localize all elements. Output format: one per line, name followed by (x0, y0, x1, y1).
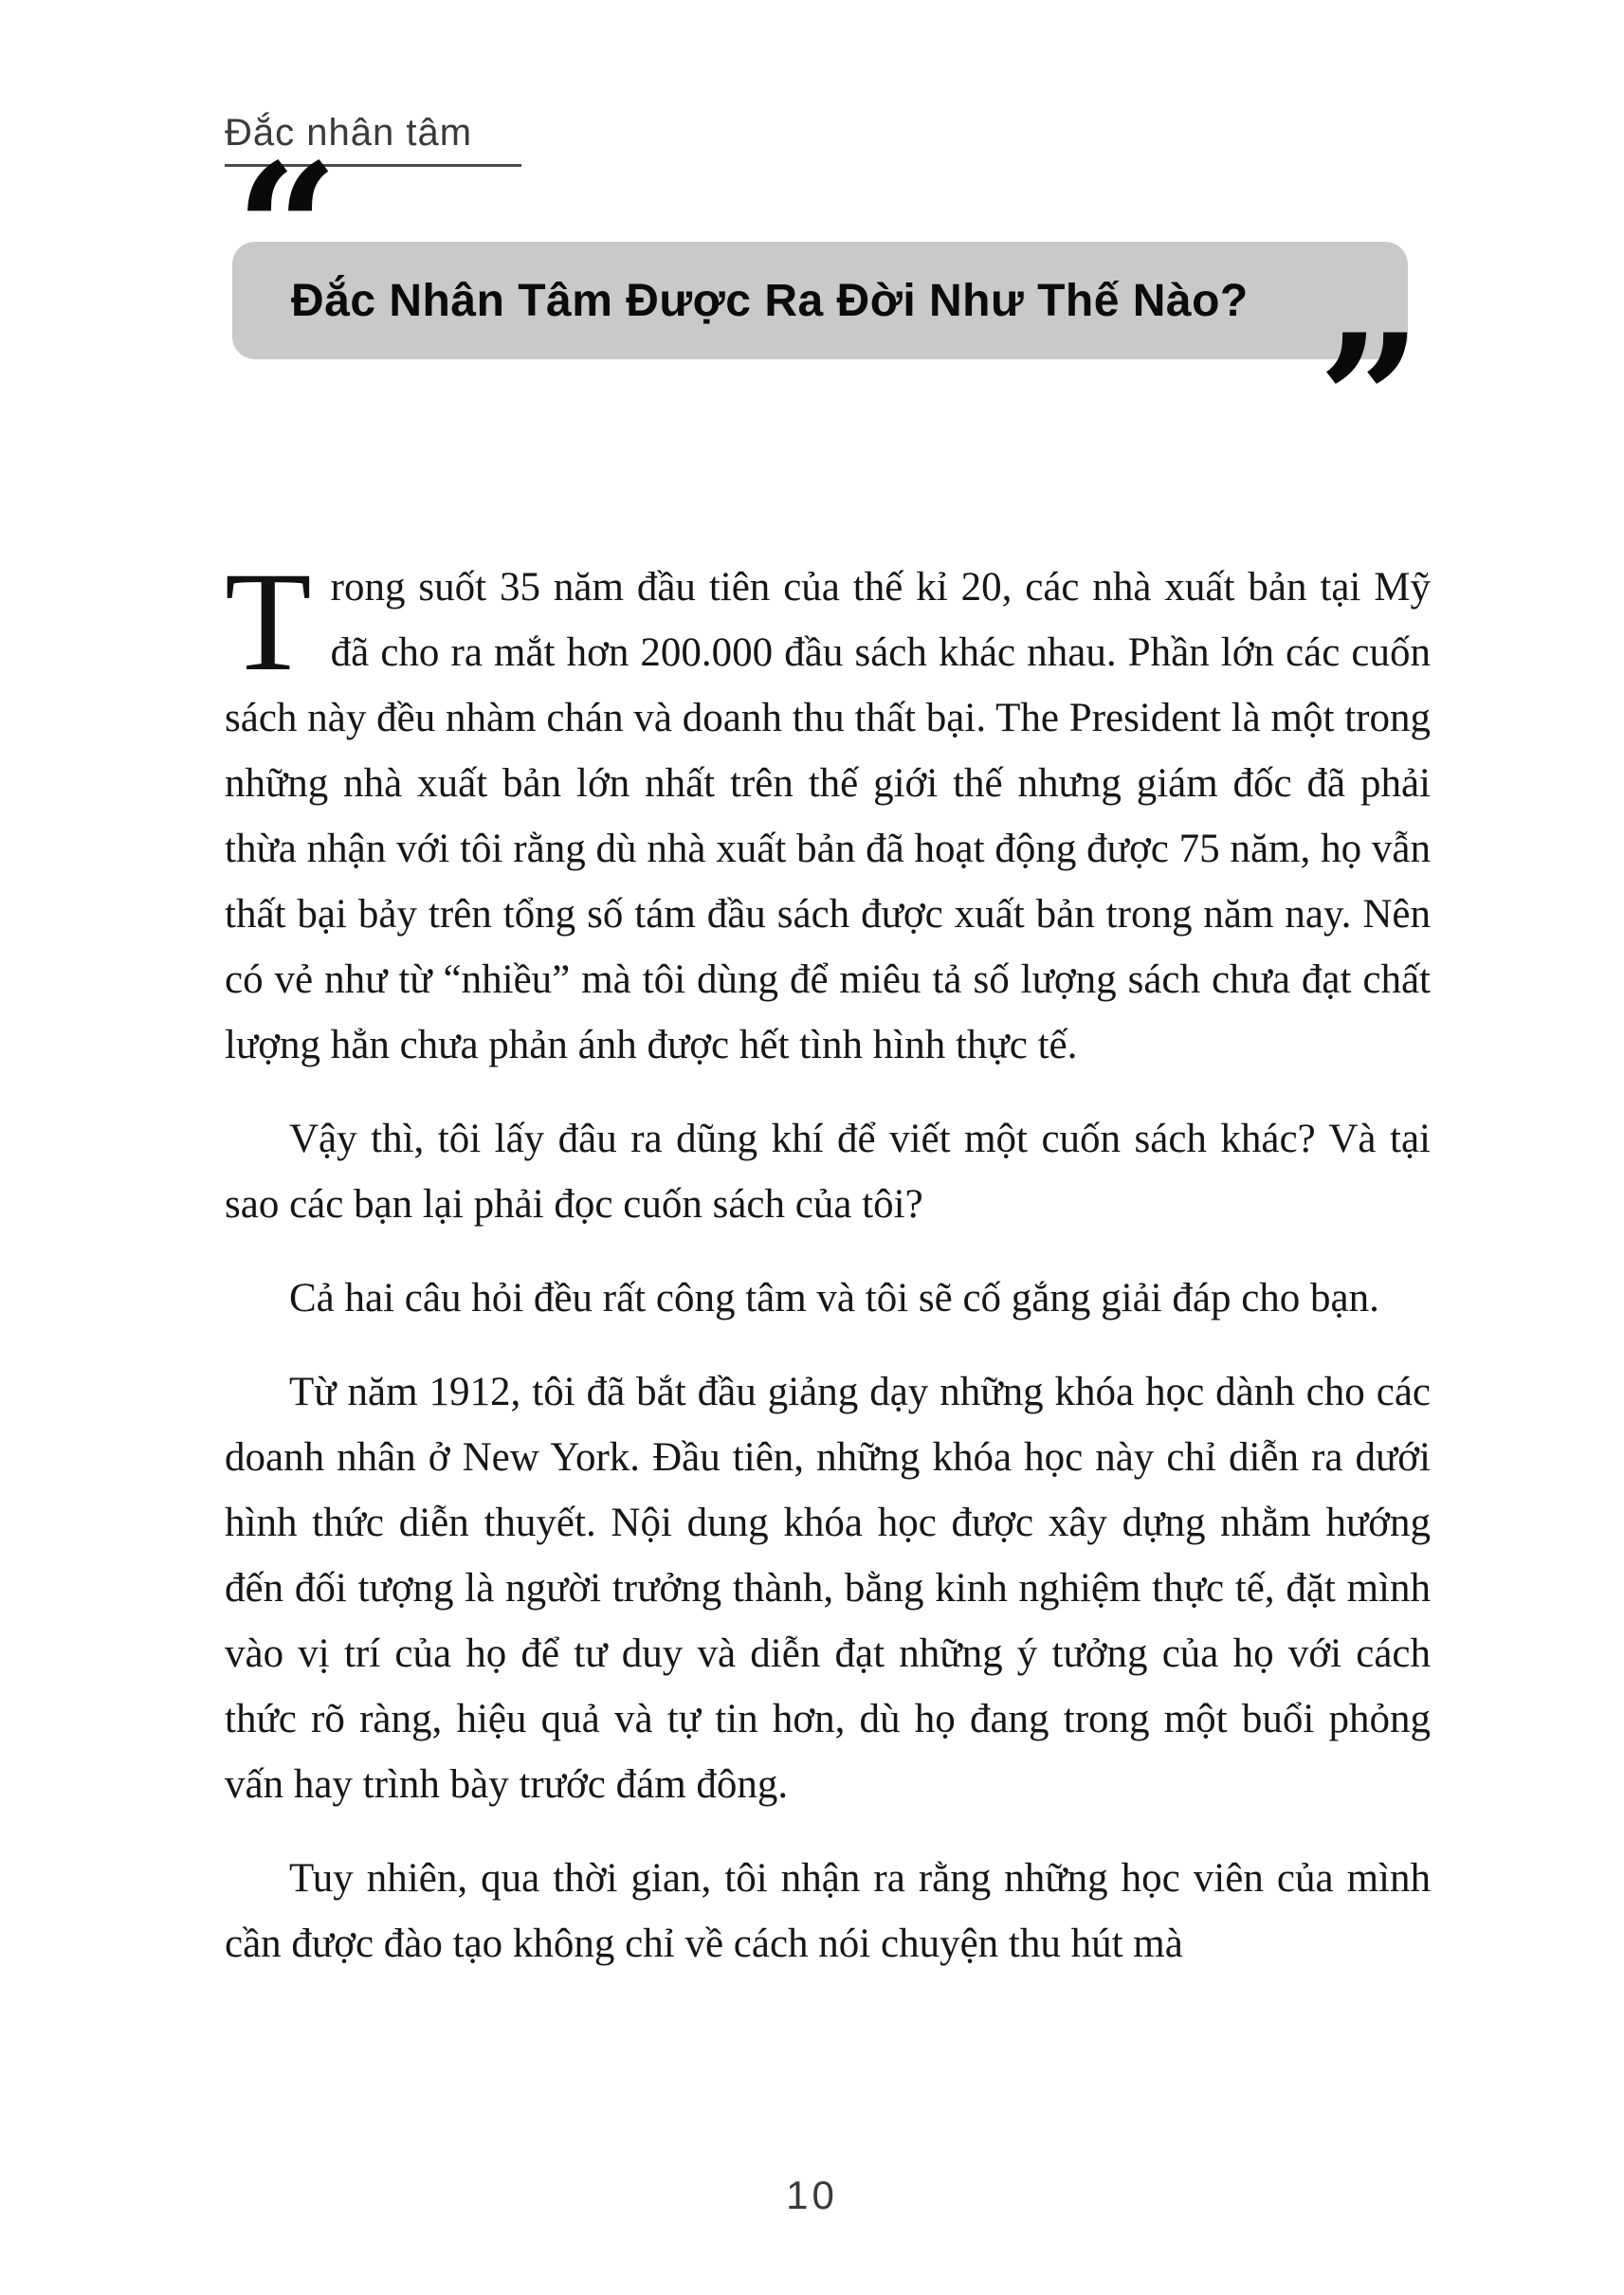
chapter-title: Đắc Nhân Tâm Được Ra Đời Như Thế Nào? (291, 275, 1249, 326)
page-number: 10 (786, 2173, 838, 2217)
paragraph (225, 543, 1431, 1078)
paragraph: Cả hai câu hỏi đều rất công tâm và tôi sẽ cố gắng giải đáp cho bạn. (289, 1276, 1379, 1321)
paragraph: Từ năm 1912, tôi đã bắt đầu giảng dạy những khóa học dành cho các doanh nhân ở New York. Đầu tiên, những khóa học này chỉ diễn ra dưới hình thức diễn thuyết. Nội dung khóa học được xây dựng nhằm hướng đến đối tượng là người trưởng thành, bằng kinh nghiệm thực tế, đặt mình vào vị trí của họ để tư duy và diễn đạt những ý tưởng của họ với cách thức rõ ràng, hiệu quả và tự tin hơn, dù họ đang trong một buổi phỏng vấn hay trình bày trước đám đông. (225, 1370, 1431, 1807)
chapter-title-box (232, 242, 1408, 359)
drop-cap: T (225, 543, 312, 701)
paragraph: Vậy thì, tôi lấy đâu ra dũng khí để viết một cuốn sách khác? Và tại sao các bạn lại phải đọc cuốn sách của tôi? (225, 1117, 1431, 1227)
paragraph: Tuy nhiên, qua thời gian, tôi nhận ra rằng những học viên của mình cần được đào tạo không chỉ về cách nói chuyện thu hút mà (225, 1856, 1431, 1966)
running-header: Đắc nhân tâm (225, 112, 521, 167)
close-quote-icon: ” (1318, 295, 1422, 506)
open-quote-icon: “ (235, 124, 339, 336)
body-text (225, 543, 1431, 2005)
paragraph-text: rong suốt 35 năm đầu tiên của thế kỉ 20, các nhà xuất bản tại Mỹ đã cho ra mắt hơn 200.000 đầu sách khác nhau. Phần lớn các cuốn sách này đều nhàm chán và doanh thu thất bại. The President là một trong những nhà xuất bản lớn nhất trên thế giới thế nhưng giám đốc đã phải thừa nhận với tôi rằng dù nhà xuất bản đã hoạt động được 75 năm, họ vẫn thất bại bảy trên tổng số tám đầu sách được xuất bản trong năm nay. Nên có vẻ như từ “nhiều” mà tôi dùng để miêu tả số lượng sách chưa đạt chất lượng hẳn chưa phản ánh được hết tình hình thực tế. (225, 565, 1431, 1067)
